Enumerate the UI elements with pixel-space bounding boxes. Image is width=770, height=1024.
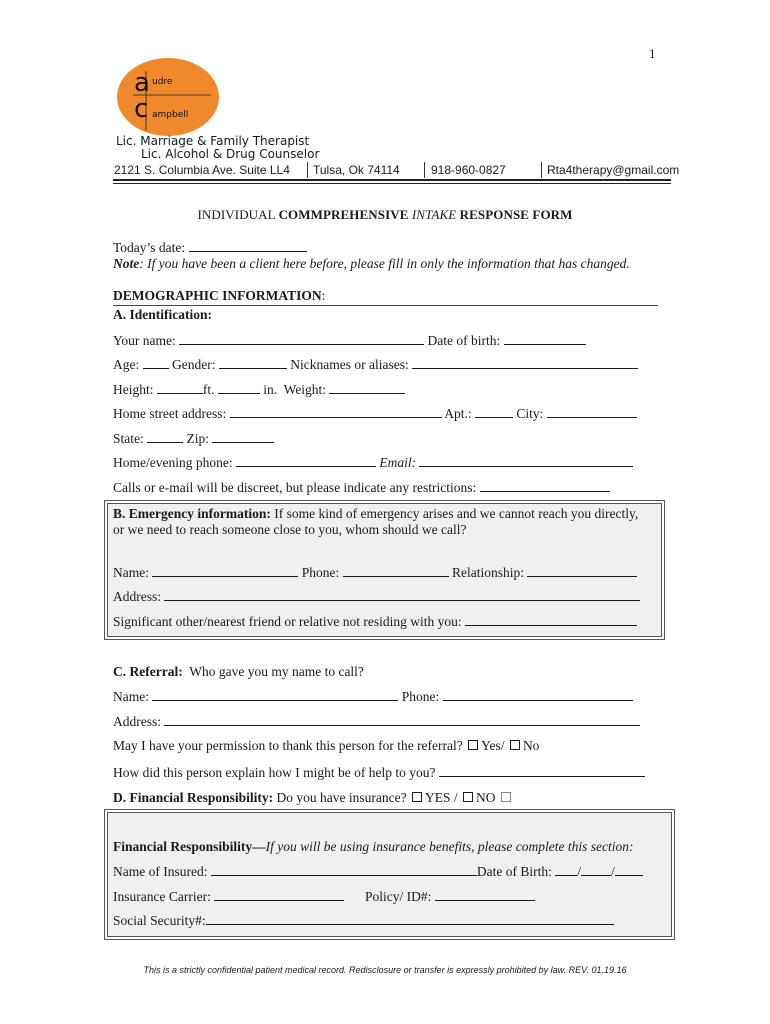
- phone-email-row: [113, 454, 633, 471]
- insured-dob-label: Date of Birth:: [476, 864, 552, 879]
- insurance-no-checkbox[interactable]: [463, 792, 473, 802]
- page-number: 1: [649, 46, 656, 61]
- referral-heading: C. Referral:: [113, 664, 183, 679]
- note-label: Note: [113, 256, 140, 271]
- todays-date-field[interactable]: [189, 239, 307, 252]
- email-label: Email:: [379, 455, 417, 470]
- street-address-row: [113, 405, 637, 422]
- restrictions-row: [113, 479, 610, 496]
- state-zip-row: [113, 430, 274, 447]
- dob-field[interactable]: [504, 332, 586, 345]
- significant-other-label: Significant other/nearest friend or relative not residing with you:: [113, 614, 462, 629]
- insurance-question: Do you have insurance?: [276, 790, 407, 805]
- height-in-field[interactable]: [218, 381, 260, 394]
- todays-date-label: Today’s date:: [113, 240, 186, 255]
- carrier-label: Insurance Carrier:: [113, 889, 211, 904]
- zip-label: Zip:: [186, 431, 209, 446]
- logo-letter-a: a: [134, 68, 150, 98]
- financial-box-text: If you will be using insurance benefits, please complete this section:: [265, 839, 634, 854]
- carrier-row: [113, 888, 535, 905]
- confidentiality-footer: This is a strictly confidential patient medical record. Redisclosure or transfer is expressly prohibited by law. REV. 01.19.16: [143, 965, 627, 975]
- referral-address-field[interactable]: [164, 713, 640, 726]
- insurance-yes-checkbox[interactable]: [412, 792, 422, 802]
- city-field[interactable]: [547, 405, 637, 418]
- street-field[interactable]: [230, 405, 442, 418]
- referral-phone-field[interactable]: [443, 688, 633, 701]
- logo-letter-c: c: [134, 94, 149, 124]
- demographic-heading: [113, 288, 658, 306]
- title-part: INTAKE: [411, 207, 457, 222]
- restrictions-field[interactable]: [480, 479, 610, 492]
- note-text: : If you have been a client here before, please fill in only the information that has changed.: [139, 256, 630, 271]
- demographic-heading-text: DEMOGRAPHIC INFORMATION: [113, 288, 322, 303]
- height-ft-field[interactable]: [157, 381, 203, 394]
- emergency-address-field[interactable]: [164, 588, 640, 601]
- referral-phone-label: Phone:: [401, 689, 440, 704]
- insured-name-field[interactable]: [211, 863, 477, 876]
- age-gender-row: [113, 356, 638, 373]
- credential-line-1: Lic. Marriage & Family Therapist: [116, 134, 310, 148]
- referral-name-row: [113, 688, 633, 705]
- insured-dob-day[interactable]: [581, 863, 611, 876]
- policy-label: Policy/ ID#:: [364, 889, 432, 904]
- referral-name-label: Name:: [113, 689, 149, 704]
- relationship-label: Relationship:: [452, 565, 525, 580]
- referral-address-label: Address:: [113, 714, 161, 729]
- referral-question: Who gave you my name to call?: [189, 664, 364, 679]
- age-label: Age:: [113, 357, 140, 372]
- referral-yes-checkbox[interactable]: [468, 740, 478, 750]
- ssn-row: [113, 912, 614, 929]
- note: [113, 256, 630, 272]
- in-label: in.: [263, 382, 278, 397]
- emergency-intro: [113, 506, 638, 522]
- placeholder-box-icon: [501, 792, 511, 802]
- email-field[interactable]: [419, 454, 633, 467]
- city-label: City:: [516, 406, 544, 421]
- height-label: Height:: [113, 382, 154, 397]
- emergency-text-2: or we need to reach someone close to you, whom should we call?: [113, 522, 467, 537]
- insured-dob-month[interactable]: [555, 863, 577, 876]
- relationship-field[interactable]: [527, 564, 637, 577]
- referral-explain-label: How did this person explain how I might be of help to you?: [113, 765, 436, 780]
- referral-name-field[interactable]: [152, 688, 398, 701]
- referral-yes-label: Yes/: [481, 738, 505, 753]
- financial-heading: D. Financial Responsibility:: [113, 790, 274, 805]
- your-name-row: [113, 332, 586, 349]
- significant-other-field[interactable]: [465, 613, 637, 626]
- contact-email: Rta4therapy@gmail.com: [547, 163, 680, 177]
- emergency-name-label: Name:: [113, 565, 149, 580]
- contact-address: 2121 S. Columbia Ave. Suite LL4: [114, 163, 290, 177]
- referral-no-label: No: [522, 738, 540, 753]
- apt-field[interactable]: [475, 405, 513, 418]
- therapist-credentials: [116, 135, 319, 161]
- zip-field[interactable]: [212, 430, 274, 443]
- dob-label: Date of birth:: [427, 333, 501, 348]
- weight-field[interactable]: [329, 381, 405, 394]
- contact-divider: [424, 162, 425, 178]
- contact-phone: 918-960-0827: [431, 163, 506, 177]
- header-rule-thin: [113, 183, 671, 184]
- logo-word-c: ampbell: [152, 110, 189, 120]
- policy-field[interactable]: [435, 888, 535, 901]
- referral-explain-row: [113, 764, 645, 781]
- emergency-text-1: If some kind of emergency arises and we cannot reach you directly,: [274, 506, 639, 521]
- form-title: [0, 207, 770, 223]
- emergency-phone-field[interactable]: [343, 564, 449, 577]
- restrictions-label: Calls or e-mail will be discreet, but please indicate any restrictions:: [113, 480, 477, 495]
- state-field[interactable]: [147, 430, 183, 443]
- section-a-heading: A. Identification:: [113, 307, 212, 322]
- insurance-yes-label: YES /: [424, 790, 458, 805]
- financial-box-heading-row: [113, 839, 633, 855]
- state-label: State:: [113, 431, 144, 446]
- contact-divider: [307, 162, 308, 178]
- street-label: Home street address:: [113, 406, 227, 421]
- weight-label: Weight:: [283, 382, 327, 397]
- your-name-label: Your name:: [113, 333, 176, 348]
- financial-box-heading: Financial Responsibility—: [113, 839, 266, 854]
- referral-no-checkbox[interactable]: [510, 740, 520, 750]
- insurance-no-label: NO: [476, 790, 496, 805]
- insured-row: Name of Insured: Date of Birth: / /: [113, 863, 643, 880]
- ft-label: ft.: [202, 382, 215, 397]
- title-part: RESPONSE FORM: [456, 207, 573, 222]
- logo-orange-circle: [117, 58, 219, 136]
- contact-divider: [541, 162, 542, 178]
- gender-field[interactable]: [219, 356, 287, 369]
- todays-date-row: [113, 239, 307, 256]
- contact-bar: [114, 162, 680, 178]
- logo-word-a: udre: [152, 77, 173, 87]
- apt-label: Apt.:: [444, 406, 472, 421]
- referral-address-row: [113, 713, 640, 730]
- referral-permission-row: [113, 738, 539, 754]
- contact-city: Tulsa, Ok 74114: [313, 163, 400, 177]
- title-part: COMMPREHENSIVE: [278, 207, 412, 222]
- referral-explain-field[interactable]: [439, 764, 645, 777]
- nicknames-field[interactable]: [412, 356, 638, 369]
- emergency-name-row: [113, 564, 637, 581]
- emergency-name-field[interactable]: [152, 564, 298, 577]
- title-part: INDIVIDUAL: [197, 207, 279, 222]
- header-rule: [113, 179, 671, 181]
- credential-line-2: Lic. Alcohol & Drug Counselor: [141, 147, 320, 161]
- emergency-phone-label: Phone:: [301, 565, 340, 580]
- referral-heading-row: [113, 664, 364, 680]
- referral-permission-label: May I have your permission to thank this person for the referral?: [113, 738, 463, 753]
- insured-name-label: Name of Insured:: [113, 864, 208, 879]
- nicknames-label: Nicknames or aliases:: [290, 357, 409, 372]
- ssn-label: Social Security#:: [113, 913, 206, 928]
- your-name-field[interactable]: [179, 332, 424, 345]
- significant-other-row: [113, 613, 637, 630]
- carrier-field[interactable]: [214, 888, 344, 901]
- logo: [116, 57, 220, 137]
- insured-dob-year[interactable]: [615, 863, 643, 876]
- financial-question-row: [113, 790, 514, 806]
- home-phone-field[interactable]: [236, 454, 376, 467]
- emergency-heading: B. Emergency information:: [113, 506, 271, 521]
- emergency-address-row: [113, 588, 640, 605]
- age-field[interactable]: [143, 356, 169, 369]
- demographic-heading-colon: :: [321, 288, 326, 303]
- gender-label: Gender:: [172, 357, 216, 372]
- home-phone-label: Home/evening phone:: [113, 455, 233, 470]
- height-weight-row: [113, 381, 405, 398]
- ssn-field[interactable]: [206, 912, 614, 925]
- emergency-address-label: Address:: [113, 589, 161, 604]
